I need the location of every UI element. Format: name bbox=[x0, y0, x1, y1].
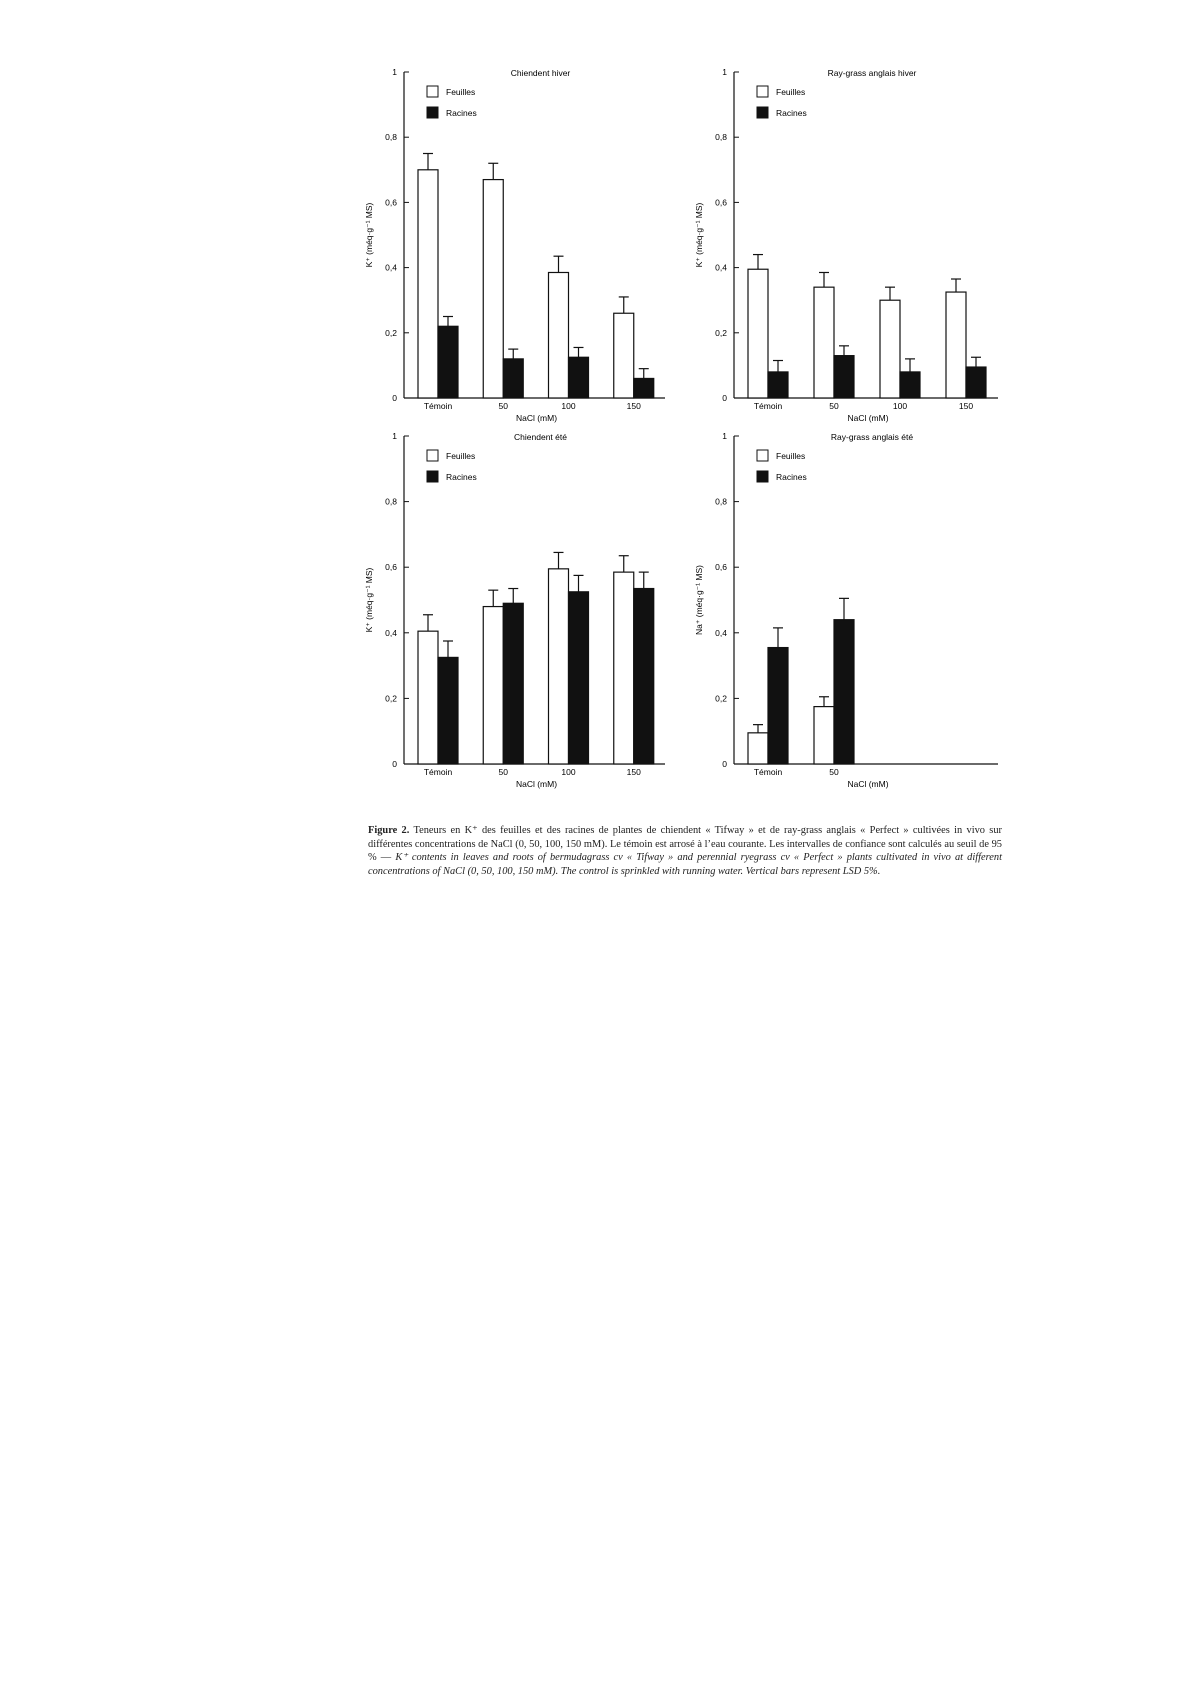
y-axis-label: K⁺ (méq·g⁻¹ MS) bbox=[694, 202, 704, 268]
x-tick-label: 50 bbox=[829, 401, 839, 411]
bar bbox=[418, 631, 438, 764]
y-tick-label: 0,6 bbox=[715, 562, 727, 573]
bar bbox=[900, 372, 920, 398]
bar bbox=[880, 300, 900, 398]
legend-label: Feuilles bbox=[446, 87, 476, 97]
x-axis-label: NaCl (mM) bbox=[515, 779, 558, 789]
x-tick-label: 100 bbox=[892, 401, 908, 411]
bar bbox=[748, 269, 768, 398]
caption-lead: Figure 2. bbox=[368, 825, 410, 836]
legend-label: Racines bbox=[776, 108, 807, 118]
legend-label: Feuilles bbox=[446, 451, 476, 461]
figure-caption bbox=[368, 824, 1002, 878]
bar bbox=[634, 378, 654, 398]
y-tick-label: 0 bbox=[722, 393, 727, 403]
bar bbox=[614, 572, 634, 764]
legend-label: Racines bbox=[446, 108, 477, 118]
y-tick-label: 0,4 bbox=[715, 262, 727, 273]
bar bbox=[748, 733, 768, 764]
x-tick-label: 100 bbox=[561, 401, 576, 411]
legend-label: Feuilles bbox=[776, 451, 806, 461]
x-tick-label: 50 bbox=[498, 767, 508, 777]
x-tick-label: 150 bbox=[958, 401, 974, 411]
chart-title: Chiendent hiver bbox=[510, 68, 571, 78]
bar bbox=[569, 592, 589, 764]
x-axis-label: NaCl (mM) bbox=[847, 413, 889, 423]
x-tick-label: 150 bbox=[626, 401, 641, 411]
bar bbox=[946, 292, 966, 398]
legend-label: Racines bbox=[446, 472, 477, 482]
y-tick-label: 0,2 bbox=[715, 327, 727, 338]
chart-panel bbox=[694, 431, 998, 789]
y-axis-label: K⁺ (méq·g⁻¹ MS) bbox=[364, 567, 374, 633]
x-tick-label: Témoin bbox=[753, 401, 783, 411]
legend-swatch bbox=[427, 450, 438, 461]
legend-label: Feuilles bbox=[776, 87, 806, 97]
bar bbox=[483, 180, 503, 398]
x-tick-label: Témoin bbox=[423, 767, 453, 777]
bar bbox=[814, 287, 834, 398]
bar bbox=[834, 620, 854, 764]
legend-swatch bbox=[757, 450, 768, 461]
x-tick-label: 50 bbox=[498, 401, 508, 411]
bar bbox=[569, 357, 589, 398]
bar bbox=[634, 589, 654, 764]
y-tick-label: 0 bbox=[392, 759, 397, 769]
caption-english: K⁺ contents in leaves and roots of bermudagrass cv « Tifway » and perennial ryegrass cv « Perfect » plants cultivated in vivo at different concentrations of NaCl (0, 50, 100, 150 mM). The control is sprinkled with running water. Vertical bars represent LSD 5%. bbox=[368, 852, 1002, 877]
x-tick-label: 100 bbox=[561, 767, 576, 777]
y-tick-label: 0,8 bbox=[715, 496, 727, 507]
y-tick-label: 1 bbox=[392, 431, 397, 441]
y-tick-label: 0 bbox=[722, 759, 727, 769]
chart-panel bbox=[364, 67, 665, 423]
y-tick-label: 1 bbox=[722, 431, 727, 441]
y-tick-label: 0,8 bbox=[715, 132, 727, 143]
legend-label: Racines bbox=[776, 472, 807, 482]
chart-title: Ray-grass anglais été bbox=[830, 432, 914, 442]
bar bbox=[503, 603, 523, 764]
legend-swatch bbox=[757, 86, 768, 97]
legend-swatch bbox=[757, 471, 768, 482]
legend-swatch bbox=[427, 107, 438, 118]
caption-french: Teneurs en K⁺ des feuilles et des racines de plantes de chiendent « Tifway » et de ray-grass anglais « Perfect » cultivées in vivo sur différentes concentrations de NaCl (0, 50, 100, 150 mM). Le témoin est arrosé à l’eau courante. Les intervalles de confiance sont calculés au seuil de 95 % — bbox=[368, 825, 1002, 864]
bar bbox=[834, 356, 854, 398]
y-tick-label: 0,4 bbox=[385, 627, 397, 638]
x-tick-label: 50 bbox=[829, 767, 839, 777]
bar bbox=[418, 170, 438, 398]
y-tick-label: 0,4 bbox=[715, 627, 727, 638]
bar bbox=[768, 372, 788, 398]
x-tick-label: Témoin bbox=[423, 401, 453, 411]
bar bbox=[614, 313, 634, 398]
y-tick-label: 1 bbox=[392, 67, 397, 77]
y-axis-label: K⁺ (méq·g⁻¹ MS) bbox=[364, 202, 374, 268]
chart-panel bbox=[364, 431, 665, 789]
x-tick-label: Témoin bbox=[753, 767, 783, 777]
legend-swatch bbox=[427, 86, 438, 97]
bar bbox=[549, 272, 569, 398]
y-tick-label: 0,2 bbox=[385, 327, 397, 338]
bar bbox=[814, 707, 834, 764]
x-axis-label: NaCl (mM) bbox=[515, 413, 558, 423]
chart-title: Chiendent été bbox=[514, 432, 567, 442]
x-axis-label: NaCl (mM) bbox=[847, 779, 889, 789]
legend-swatch bbox=[757, 107, 768, 118]
bar bbox=[438, 657, 458, 764]
chart-panel bbox=[694, 67, 998, 423]
y-tick-label: 0,2 bbox=[385, 693, 397, 704]
y-tick-label: 0,8 bbox=[385, 496, 397, 507]
y-axis-label: Na⁺ (méq·g⁻¹ MS) bbox=[694, 565, 704, 635]
bar bbox=[966, 367, 986, 398]
y-tick-label: 1 bbox=[722, 67, 727, 77]
legend-swatch bbox=[427, 471, 438, 482]
y-tick-label: 0 bbox=[392, 393, 397, 403]
y-tick-label: 0,2 bbox=[715, 693, 727, 704]
x-tick-label: 150 bbox=[626, 767, 641, 777]
figure-panels bbox=[0, 0, 1190, 800]
y-tick-label: 0,6 bbox=[385, 562, 397, 573]
bar bbox=[438, 326, 458, 398]
y-tick-label: 0,8 bbox=[385, 132, 397, 143]
chart-title: Ray-grass anglais hiver bbox=[827, 68, 917, 78]
bar bbox=[483, 607, 503, 764]
y-tick-label: 0,4 bbox=[385, 262, 397, 273]
y-tick-label: 0,6 bbox=[385, 197, 397, 208]
bar bbox=[549, 569, 569, 764]
y-tick-label: 0,6 bbox=[715, 197, 727, 208]
bar bbox=[503, 359, 523, 398]
bar bbox=[768, 648, 788, 764]
